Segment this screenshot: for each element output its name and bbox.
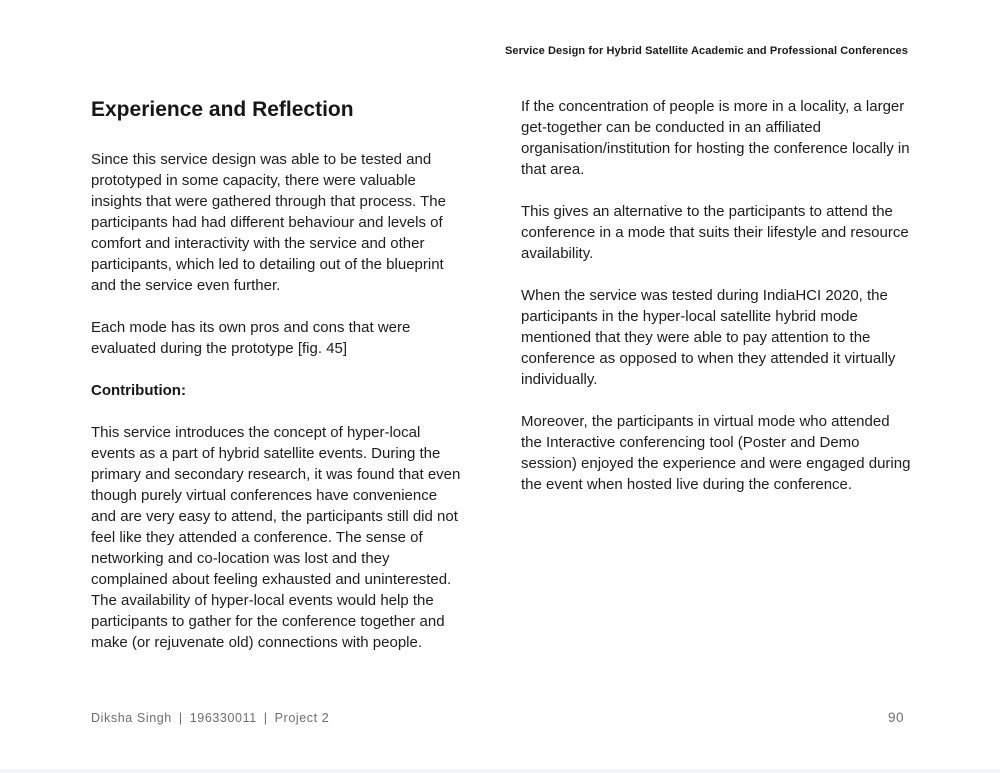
paragraph: Since this service design was able to be tested and prototyped in some capacity, there were valuable insights that were gathered through that process. The participants had had different behaviour and levels of comfort and interactivity with the service and other participants, which led to detailing out of the blueprint and the service even further. (91, 151, 446, 294)
contribution-subheading: Contribution: (91, 382, 186, 399)
page-bottom-edge (0, 769, 1000, 773)
footer-author-info (91, 711, 329, 725)
footer-project: Project 2 (274, 711, 330, 725)
paragraph: Each mode has its own pros and cons that were evaluated during the prototype [fig. 45] (91, 319, 411, 357)
paragraph: When the service was tested during IndiaHCI 2020, the participants in the hyper-local satellite hybrid mode mentioned that they were able to pay attention to the conference as opposed to when they attended it virtually individually. (521, 287, 896, 388)
section-heading: Experience and Reflection (91, 98, 354, 121)
footer-separator: | (178, 711, 183, 725)
running-header: Service Design for Hybrid Satellite Academic and Professional Conferences (504, 45, 908, 57)
paragraph: This service introduces the concept of hyper-local events as a part of hybrid satellite events. During the primary and secondary research, it was found that even though purely virtual conferences have convenience and are very easy to attend, the participants still did not feel like they attended a conference. The sense of networking and co-location was lost and they complained about feeling exhausted and uninterested. The availability of hyper-local events would help the participants to gather for the conference together and make (or rejuvenate old) connections with people. (91, 424, 461, 651)
left-column (91, 96, 465, 674)
footer-student-id: 196330011 (189, 711, 257, 725)
footer-author: Diksha Singh (91, 711, 172, 725)
paragraph: This gives an alternative to the participants to attend the conference in a mode that suits their lifestyle and resource availability. (521, 203, 909, 262)
right-column (521, 96, 913, 516)
page-number: 90 (887, 710, 904, 725)
footer-separator: | (263, 711, 268, 725)
paragraph: If the concentration of people is more in a locality, a larger get-together can be conducted in an affiliated organisation/institution for hosting the conference locally in that area. (521, 98, 910, 178)
paragraph: Moreover, the participants in virtual mode who attended the Interactive conferencing tool (Poster and Demo session) enjoyed the experience and were engaged during the event when hosted live during the conference. (521, 413, 911, 493)
